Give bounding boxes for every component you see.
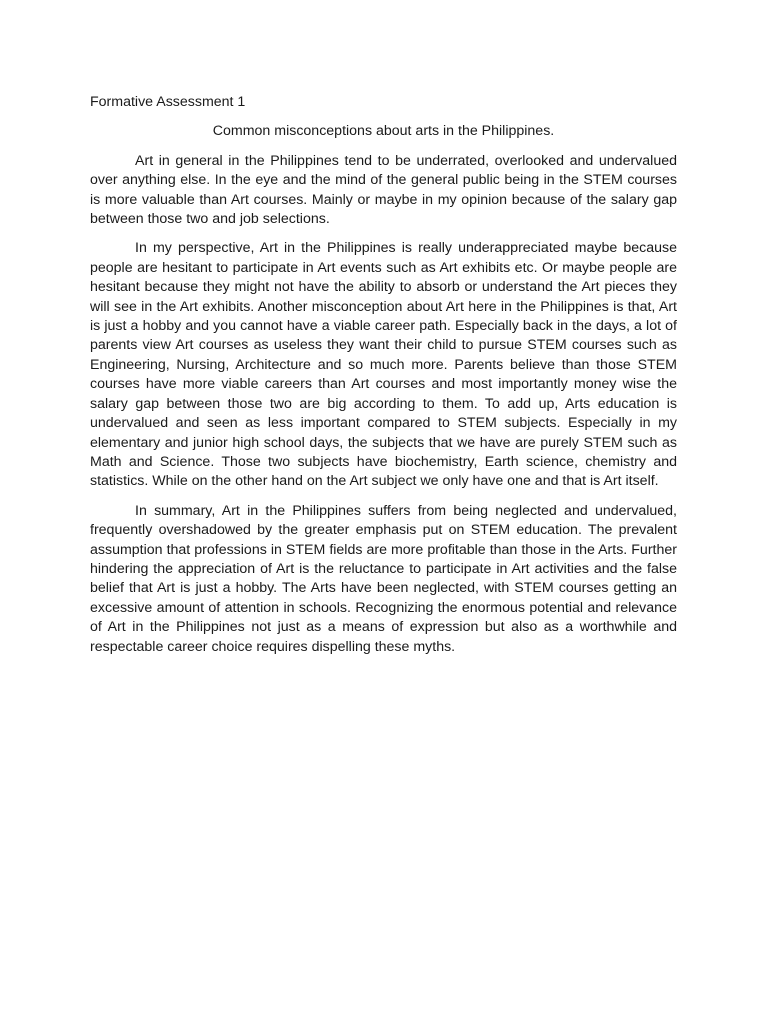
paragraph-body: In my perspective, Art in the Philippines is really underappreciated maybe because people are hesitant to participate in Art events such as Art exhibits etc. Or maybe people are hesitant because they might not have the ability to absorb or understand the Art pieces they will see in the Art exhibits. Another misconception about Art here in the Philippines is that, Art is just a hobby and you cannot have a viable career path. Especially back in the days, a lot of parents view Art courses as useless they want their child to pursue STEM courses such as Engineering, Nursing, Architecture and so much more. Parents believe than those STEM courses have more viable careers than Art courses and most importantly money wise the salary gap between those two are big according to them. To add up, Arts education is undervalued and seen as less important compared to STEM subjects. Especially in my elementary and junior high school days, the subjects that we have are purely STEM such as Math and Science. Those two subjects have biochemistry, Earth science, chemistry and statistics. While on the other hand on the Art subject we only have one and that is Art itself. (90, 240, 677, 490)
paragraph-summary: In summary, Art in the Philippines suffers from being neglected and undervalued, frequently overshadowed by the greater emphasis put on STEM education. The prevalent assumption that professions in STEM fields are more profitable than those in the Arts. Further hindering the appreciation of Art is the reluctance to participate in Art activities and the false belief that Art is just a hobby. The Arts have been neglected, with STEM courses getting an excessive amount of attention in schools. Recognizing the enormous potential and relevance of Art in the Philippines not just as a means of expression but also as a worthwhile and respectable career choice requires dispelling these myths. (90, 502, 677, 655)
document-body (90, 93, 677, 657)
assessment-label: Formative Assessment 1 (90, 94, 246, 110)
paragraph-intro: Art in general in the Philippines tend to be underrated, overlooked and undervalued over anything else. In the eye and the mind of the general public being in the STEM courses is more valuable than Art courses. Mainly or maybe in my opinion because of the salary gap between those two and job selections. (90, 152, 677, 228)
essay-title: Common misconceptions about arts in the Philippines. (212, 123, 555, 140)
